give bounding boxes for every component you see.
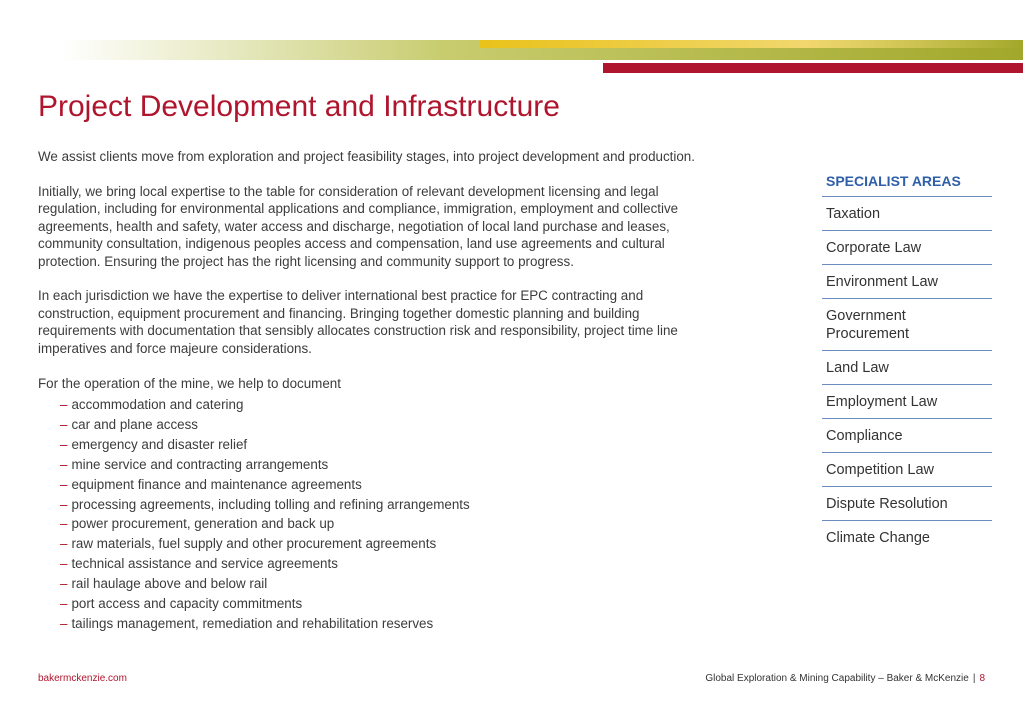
specialist-area-government-procurement: Government Procurement xyxy=(822,299,992,351)
specialist-areas-panel xyxy=(822,167,992,554)
specialist-area-competition-law: Competition Law xyxy=(822,453,992,487)
bullet-item: – processing agreements, including tolling and refining arrangements xyxy=(60,496,470,512)
specialist-areas-heading: SPECIALIST AREAS xyxy=(822,167,992,197)
footer-caption-text: Global Exploration & Mining Capability – Baker & McKenzie xyxy=(705,673,969,684)
specialist-area-taxation: Taxation xyxy=(822,197,992,231)
dash-marker: – xyxy=(60,596,68,612)
page-title: Project Development and Infrastructure xyxy=(38,90,560,123)
dash-marker: – xyxy=(60,556,68,572)
header-gold-band xyxy=(480,40,1023,48)
bullet-item: – car and plane access xyxy=(60,416,198,432)
intro-paragraph: We assist clients move from exploration and project feasibility stages, into project development and production. xyxy=(38,149,695,164)
footer-caption xyxy=(705,673,985,684)
specialist-area-environment-law: Environment Law xyxy=(822,265,992,299)
footer-separator: | xyxy=(972,673,976,684)
dash-marker: – xyxy=(60,516,68,532)
specialist-area-climate-change: Climate Change xyxy=(826,530,930,546)
specialist-areas-list xyxy=(822,197,992,554)
specialist-area-employment-law: Employment Law xyxy=(822,385,992,419)
dash-marker: – xyxy=(60,476,68,492)
specialist-area-land-law: Land Law xyxy=(822,351,992,385)
specialist-area-corporate-law: Corporate Law xyxy=(822,231,992,265)
specialist-area-dispute-resolution: Dispute Resolution xyxy=(822,487,992,521)
dash-marker: – xyxy=(60,536,68,552)
specialist-area-compliance: Compliance xyxy=(822,419,992,453)
bullet-item: – accommodation and catering xyxy=(60,396,244,412)
operation-bullet-list xyxy=(38,395,718,634)
bullet-item: – tailings management, remediation and rehabilitation reserves xyxy=(60,615,434,631)
bullet-item: – raw materials, fuel supply and other procurement agreements xyxy=(60,536,437,552)
licensing-paragraph: Initially, we bring local expertise to the table for consideration of relevant development licensing and legal regulation, including for environmental applications and compliance, immigration, employment and collective agreements, health and safety, water access and discharge, negotiation of local land purchase and leases, community consultation, indigenous peoples access and compensation, land use agreements and cultural protection. Ensuring the project has the right licensing and community support to progress. xyxy=(38,183,679,269)
bullet-item: – technical assistance and service agreements xyxy=(60,556,338,572)
dash-marker: – xyxy=(60,456,68,472)
dash-marker: – xyxy=(60,576,68,592)
bullet-item: – port access and capacity commitments xyxy=(60,596,303,612)
dash-marker: – xyxy=(60,416,68,432)
footer-website-link[interactable]: bakermckenzie.com xyxy=(38,673,127,684)
dash-marker: – xyxy=(60,615,68,631)
bullet-item: – power procurement, generation and back up xyxy=(60,516,335,532)
page-number: 8 xyxy=(979,673,985,684)
epc-paragraph: In each jurisdiction we have the expertise to deliver international best practice for EPC contracting and construction, equipment procurement and financing. Bringing together domestic planning and building requirements with documentation that sensibly allocates construction risk and responsibility, project time line imperatives and force majeure considerations. xyxy=(38,288,678,356)
dash-marker: – xyxy=(60,396,68,412)
dash-marker: – xyxy=(60,496,68,512)
dash-marker: – xyxy=(60,436,68,452)
bullet-item: – emergency and disaster relief xyxy=(60,436,248,452)
bullet-item: – mine service and contracting arrangements xyxy=(60,456,329,472)
bullet-item: – equipment finance and maintenance agreements xyxy=(60,476,362,492)
main-content xyxy=(38,148,718,634)
bullet-item: – rail haulage above and below rail xyxy=(60,576,268,592)
header-red-band xyxy=(603,63,1023,73)
operation-intro: For the operation of the mine, we help to document xyxy=(38,375,341,391)
